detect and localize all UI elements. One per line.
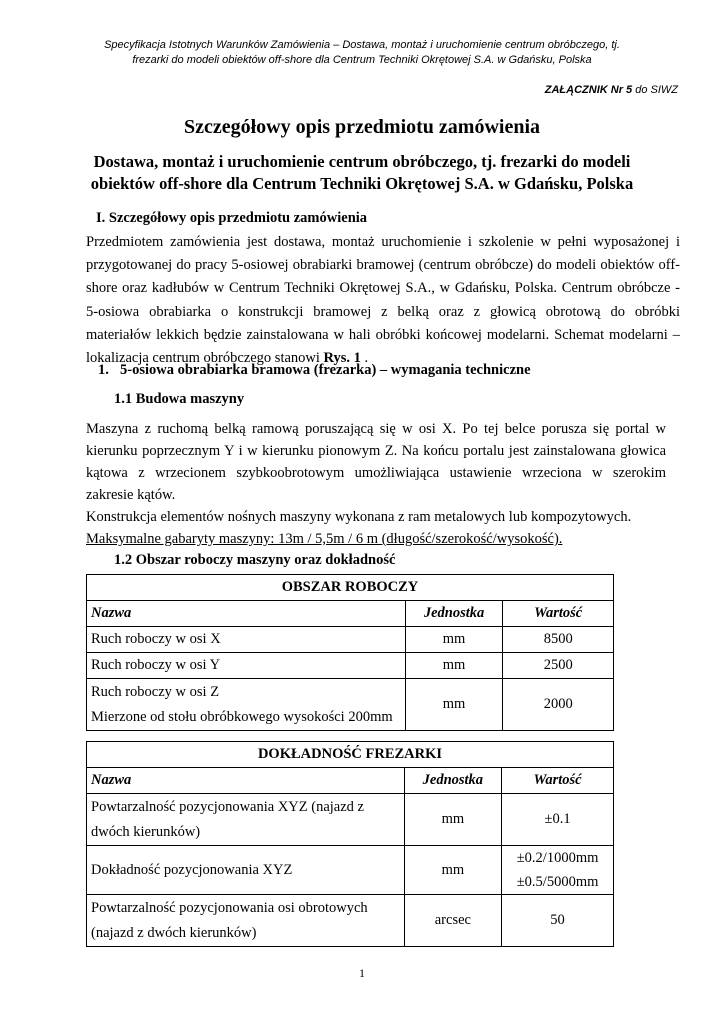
item-1-title: 5-osiowa obrabiarka bramowa (frezarka) – wymagania techniczne bbox=[120, 362, 531, 378]
table-header-row bbox=[87, 768, 614, 794]
table-title: OBSZAR ROBOCZY bbox=[87, 575, 614, 601]
row-name-line-2: Mierzone od stołu obróbkowego wysokości 200mm bbox=[91, 708, 393, 725]
header-line-2: frezarki do modeli obiektów off-shore dla Centrum Techniki Okrętowej S.A. w Gdańsku, Polska bbox=[132, 54, 592, 66]
table-header-row bbox=[87, 601, 614, 627]
row-name: Ruch roboczy w osi Y bbox=[87, 653, 406, 679]
table-row bbox=[87, 895, 614, 947]
annex-number: ZAŁĄCZNIK Nr 5 bbox=[544, 84, 633, 96]
section-heading: I. Szczegółowy opis przedmiotu zamówienia bbox=[96, 210, 368, 226]
build-line-4: zakresie kątów. bbox=[86, 487, 176, 503]
row-name: Ruch roboczy w osi X bbox=[87, 627, 406, 653]
intro-line-3: shore oraz kadłubów w Centrum Techniki Okrętowej S.A., w Gdańsku, Polska. Centrum obróbcze - bbox=[86, 280, 680, 297]
table-row bbox=[87, 794, 614, 846]
machine-dimensions: Maksymalne gabaryty maszyny: 13m / 5,5m / 6 m (długość/szerokość/wysokość). bbox=[86, 531, 563, 547]
row-name-line-1: Powtarzalność pozycjonowania XYZ (najazd z bbox=[91, 798, 364, 815]
row-unit: mm bbox=[404, 846, 502, 895]
annex-label bbox=[545, 84, 678, 96]
header-line-1: Specyfikacja Istotnych Warunków Zamówienia – Dostawa, montaż i uruchomienie centrum obróbczego, tj. bbox=[104, 39, 620, 51]
column-header-name: Nazwa bbox=[87, 768, 405, 794]
row-value: 50 bbox=[502, 895, 614, 947]
table-row bbox=[87, 653, 614, 679]
subtitle-line-2: obiektów off-shore dla Centrum Techniki Okrętowej S.A. w Gdańsku, Polska bbox=[90, 174, 634, 193]
table-title-row bbox=[87, 575, 614, 601]
column-header-value: Wartość bbox=[503, 601, 614, 627]
row-value bbox=[502, 846, 614, 895]
build-line-1: Maszyna z ruchomą belką ramową poruszającą się w osi X. Po tej belce porusza się portal w bbox=[86, 421, 666, 437]
table-title: DOKŁADNOŚĆ FREZARKI bbox=[87, 742, 614, 768]
accuracy-table bbox=[86, 741, 614, 947]
table-title-row bbox=[87, 742, 614, 768]
row-name-line-2: (najazd z dwóch kierunków) bbox=[91, 924, 257, 941]
intro-line-5: materiałów lekkich będzie zainstalowana w hali obróbki końcowej modelarni. Schemat modelarni – bbox=[86, 326, 680, 343]
item-1-1-heading: 1.1 Budowa maszyny bbox=[114, 391, 245, 407]
row-name-line-1: Powtarzalność pozycjonowania osi obrotowych bbox=[91, 899, 368, 916]
row-name bbox=[87, 794, 405, 846]
row-value-line-1: ±0.2/1000mm bbox=[516, 850, 599, 866]
build-paragraph bbox=[86, 418, 666, 550]
row-value-line-2: ±0.5/5000mm bbox=[516, 874, 599, 890]
column-header-unit: Jednostka bbox=[405, 601, 503, 627]
build-line-5: Konstrukcja elementów nośnych maszyny wykonana z ram metalowych lub kompozytowych. bbox=[86, 509, 632, 525]
work-area-table bbox=[86, 574, 614, 731]
row-unit: arcsec bbox=[404, 895, 502, 947]
row-unit: mm bbox=[405, 653, 503, 679]
row-value: 8500 bbox=[503, 627, 614, 653]
column-header-value: Wartość bbox=[502, 768, 614, 794]
intro-last-suffix: . bbox=[360, 349, 369, 366]
row-name-line-2: dwóch kierunków) bbox=[91, 823, 201, 840]
intro-line-4: 5-osiowa obrabiarka o konstrukcji bramowej z belką oraz z głowicą obrotową do obróbki bbox=[86, 303, 680, 320]
document-title: Szczegółowy opis przedmiotu zamówienia bbox=[183, 116, 541, 138]
row-value: 2000 bbox=[503, 679, 614, 731]
page-number: 1 bbox=[359, 966, 365, 980]
intro-paragraph bbox=[86, 231, 680, 370]
annex-suffix: do SIWZ bbox=[632, 84, 678, 96]
column-header-name: Nazwa bbox=[87, 601, 406, 627]
item-1-number: 1. bbox=[98, 362, 109, 378]
intro-last-text: lokalizacja centrum obróbczego stanowi bbox=[86, 349, 324, 366]
row-name: Dokładność pozycjonowania XYZ bbox=[87, 846, 405, 895]
figure-reference: Rys. 1 bbox=[323, 349, 361, 366]
row-unit: mm bbox=[405, 627, 503, 653]
table-row bbox=[87, 846, 614, 895]
table-row bbox=[87, 627, 614, 653]
document-subtitle bbox=[70, 151, 654, 195]
build-line-3: kątowa z wrzecionem szybkoobrotowym umożliwiająca ustawienie wrzeciona w szerokim bbox=[86, 465, 666, 481]
running-header bbox=[60, 38, 664, 68]
item-1-2-heading: 1.2 Obszar roboczy maszyny oraz dokładność bbox=[114, 552, 396, 568]
item-1-heading bbox=[98, 362, 531, 379]
row-name bbox=[87, 895, 405, 947]
column-header-unit: Jednostka bbox=[404, 768, 502, 794]
intro-line-2: przygotowanej do pracy 5-osiowej obrabiarki bramowej (centrum obróbcze) do modeli obiektów off- bbox=[86, 257, 680, 274]
row-unit: mm bbox=[405, 679, 503, 731]
build-line-2: kierunku poprzecznym Y i w kierunku pionowym Z. Na końcu portalu jest zainstalowana głowica bbox=[86, 443, 666, 459]
subtitle-line-1: Dostawa, montaż i uruchomienie centrum obróbczego, tj. frezarki do modeli bbox=[93, 152, 631, 171]
intro-line-1: Przedmiotem zamówienia jest dostawa, montaż uruchomienie i szkolenie w pełni wyposażonej i bbox=[86, 234, 680, 250]
row-value: ±0.1 bbox=[502, 794, 614, 846]
row-value: 2500 bbox=[503, 653, 614, 679]
row-unit: mm bbox=[404, 794, 502, 846]
row-name bbox=[87, 679, 406, 731]
table-row bbox=[87, 679, 614, 731]
row-name-line-1: Ruch roboczy w osi Z bbox=[91, 683, 220, 700]
